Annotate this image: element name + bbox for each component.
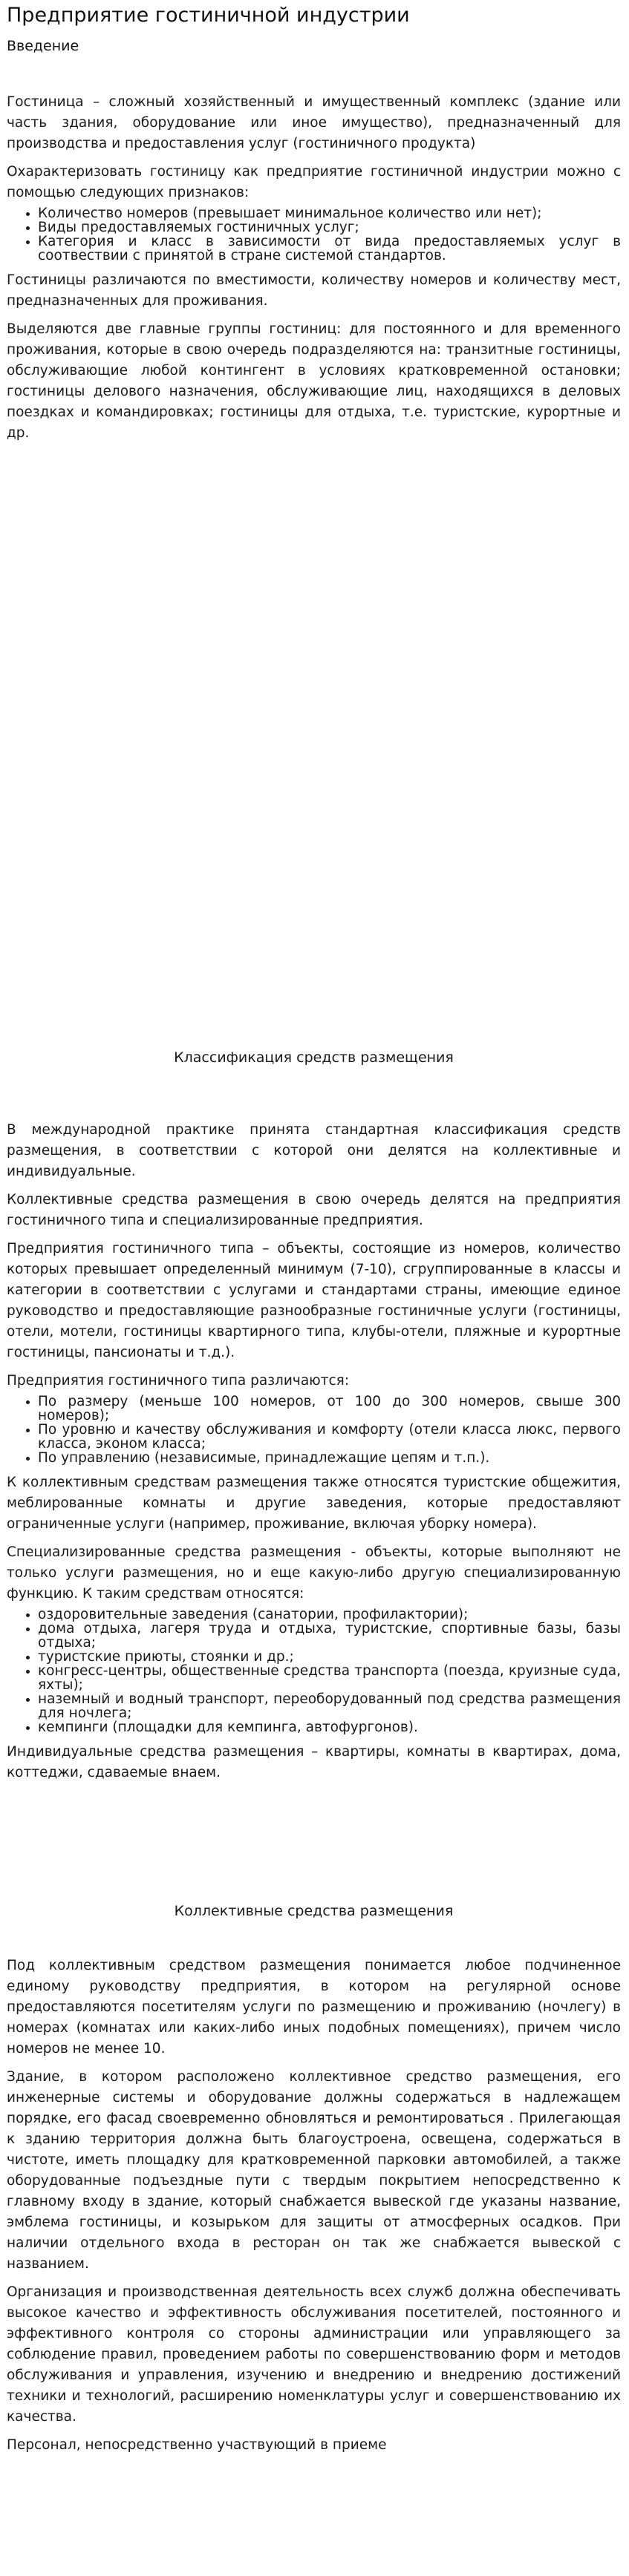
classification-paragraph-5: К коллективным средствам размещения также относятся туристские общежития, меблированные комнаты и другие заведения, которые предоставляют ограниченные услуги (например, проживание, включая уборку номера). (7, 1475, 621, 1532)
specialized-facilities-list (7, 1607, 621, 1734)
list-item: • конгресс-центры, общественные средства транспорта (поезда, круизные суда, яхты); (38, 1664, 621, 1692)
spacer (7, 1920, 621, 1956)
list-item: • туристские приюты, стоянки и др.; (38, 1650, 621, 1664)
collective-paragraph-2: Здание, в котором расположено коллективное средство размещения, его инженерные системы и оборудование должны содержаться в надлежащем порядке, его фасад своевременно обновляться и ремонтироваться . Прилегающая к зданию территория должна быть благоустроена, освещена, содержаться в чистоте, иметь площадку для кратковременной парковки автомобилей, а также оборудованные подъездные пути с твердым покрытием непосредственно к главному входу в здание, который снабжается вывеской где указаны название, эмблема гостиницы, и козырьком для защиты от атмосферных осадков. При наличии отдельного входа в ресторан он так же снабжается вывеской с названием. (7, 2069, 621, 2272)
collective-paragraph-1: Под коллективным средством размещения понимается любое подчиненное единому руководству предприятия, в котором на регулярной основе предоставляются посетителям услуги по размещению и проживанию (ночлегу) в номерах (комнатах или каких-либо иных подобных помещениях), причем число номеров не менее 10. (7, 1958, 621, 2056)
list-item: • оздоровительные заведения (санатории, профилактории); (38, 1607, 621, 1622)
collective-paragraph-3: Организация и производственная деятельность всех служб должна обеспечивать высокое качество и эффективность обслуживания посетителей, постоянного и эффективного контроля со стороны администрации или управляющего за соблюдение правил, проведением работы по совершенствованию форм и методов обслуживания и управления, изучению и внедрению и внедрению достижений техники и технологий, расширению номенклатуры услуг и совершенствованию их качества. (7, 2284, 621, 2425)
collective-paragraph-4: Персонал, непосредственно участвующий в приеме (7, 2437, 387, 2453)
hotel-type-list (7, 1394, 621, 1465)
classification-paragraph-7: Индивидуальные средства размещения – квартиры, комнаты в квартирах, дома, коттеджи, сдаваемые внаем. (7, 1744, 621, 1780)
classification-paragraph-6: Специализированные средства размещения - объекты, которые выполняют не только услуги размещения, но и еще какую-либо другую специализированную функцию. К таким средствам относятся: (7, 1544, 621, 1602)
list-item: • дома отдыха, лагеря труда и отдыха, туристские, спортивные базы, базы отдыха; (38, 1622, 621, 1650)
intro-paragraph-1: Гостиница – сложный хозяйственный и имущественный комплекс (здание или часть здания, оборудование или иное имущество), предназначенный для производства и предоставления услуг (гостиничного продукта) (7, 94, 621, 151)
list-item: • По управлению (независимые, принадлежащие цепям и т.п.). (38, 1451, 621, 1465)
spacer (7, 1066, 621, 1120)
spacer (7, 1791, 621, 1902)
spacer (7, 451, 621, 1049)
intro-paragraph-2: Охарактеризовать гостиницу как предприятие гостиничной индустрии можно с помощью следующих признаков: (7, 164, 621, 200)
section-title-classification: Классификация средств размещения (174, 1049, 454, 1066)
intro-paragraph-4: Выделяются две главные группы гостиниц: для постоянного и для временного проживания, которые в свою очередь подразделяются на: транзитные гостиницы, обслуживающие любой контингент в условиях кратковременной остановки; гостиницы делового назначения, обслуживающие лиц, находящихся в деловых поездках и командировках; гостиницы для отдыха, т.е. туристские, курортные и др. (7, 321, 621, 441)
list-item: • наземный и водный транспорт, переоборудованный под средства размещения для ночлега; (38, 1692, 621, 1720)
page-title: Предприятие гостиничной индустрии (7, 4, 410, 27)
list-item: • Виды предоставляемых гостиничных услуг; (38, 220, 621, 235)
list-item: • По размеру (меньше 100 номеров, от 100 до 300 номеров, свыше 300 номеров); (38, 1394, 621, 1423)
list-item: • Категория и класс в зависимости от вида предоставляемых услуг в соотвествии с принятой в стране системой стандартов. (38, 235, 621, 263)
section-title-collective: Коллективные средства размещения (174, 1903, 454, 1919)
list-item: • кемпинги (площадки для кемпинга, автофургонов). (38, 1720, 621, 1734)
hotel-features-list (7, 206, 621, 263)
classification-paragraph-1: В международной практике принята стандартная классификация средств размещения, в соответствии с которой они делятся на коллективные и индивидуальные. (7, 1122, 621, 1179)
intro-heading: Введение (7, 38, 79, 54)
classification-paragraph-2: Коллективные средства размещения в свою очередь делятся на предприятия гостиничного типа и специализированные предприятия. (7, 1192, 621, 1228)
classification-paragraph-4: Предприятия гостиничного типа различаются: (7, 1373, 350, 1389)
list-item: • По уровню и качеству обслуживания и комфорту (отели класса люкс, первого класса, эконом класса; (38, 1423, 621, 1451)
list-item: • Количество номеров (превышает минимальное количество или нет); (38, 206, 621, 220)
intro-paragraph-3: Гостиницы различаются по вместимости, количеству номеров и количеству мест, предназначенных для проживания. (7, 272, 621, 309)
classification-paragraph-3: Предприятия гостиничного типа – объекты, состоящие из номеров, количество которых превышает определенный минимум (7-10), сгруппированные в классы и категории в соответствии с услугами и стандартами страны, имеющие единое руководство и предоставляющие разнообразные гостиничные услуги (гостиницы, отели, мотели, гостиницы квартирного типа, клубы-отели, пляжные и курортные гостиницы, пансионаты и т.д.). (7, 1241, 621, 1360)
spacer (7, 55, 621, 92)
